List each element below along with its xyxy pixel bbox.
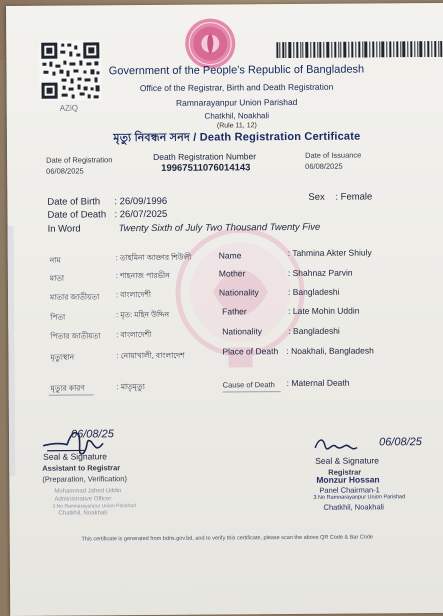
left-signatory-subtitle: (Preparation, Verification)	[42, 474, 127, 484]
rule-reference: (Rule 11, 12)	[216, 122, 257, 130]
bn-label-name: নাম	[49, 255, 61, 265]
left-stamp-location: Chatkhil, Noakhali	[58, 510, 107, 517]
registration-date-label: Date of Registration	[46, 155, 113, 165]
en-value-mother: : Shahnaz Parvin	[287, 267, 353, 279]
bn-label-place-of-death: মৃত্যুস্থান	[50, 352, 75, 362]
left-stamp-name: Mohammad Jahed Uddin	[54, 488, 122, 495]
en-value-father-nationality: : Bangladeshi	[288, 325, 340, 337]
office-title: Office of the Registrar, Birth and Death Registration	[139, 81, 334, 94]
issuance-date-value: 06/08/2025	[305, 161, 343, 171]
registration-date-value: 06/08/2025	[46, 166, 84, 176]
certificate-paper	[6, 3, 443, 616]
bn-value-cause-of-death: : মাতৃমৃত্যু	[116, 382, 145, 392]
en-label-name: Name	[218, 250, 242, 261]
government-seal-icon	[184, 17, 236, 69]
dod-label: Date of Death	[47, 209, 107, 221]
divider	[49, 394, 94, 395]
left-stamp-office: 3 No Ramnarayanpur Union Parishad	[52, 503, 136, 510]
registration-number-label: Death Registration Number	[153, 151, 257, 162]
issuance-date-label: Date of Issuance	[305, 150, 362, 160]
upazila-district: Chatkhil, Noakhali	[204, 111, 270, 121]
en-label-father-nationality: Nationality	[222, 326, 262, 337]
en-label-father: Father	[222, 306, 247, 317]
bn-label-father: পিতা	[50, 312, 66, 322]
bn-label-cause-of-death: মৃত্যুর কারণ	[50, 383, 85, 393]
bn-label-mother-nationality: মাতার জাতীয়তা	[50, 292, 100, 302]
right-signature-date: 06/08/25	[379, 436, 422, 449]
en-value-cause-of-death: : Maternal Death	[286, 377, 350, 389]
registration-number-value: 19967511076014143	[161, 162, 251, 174]
bn-value-father: : মৃত: মহিন উদ্দিন	[116, 309, 170, 320]
in-word-value: Twenty Sixth of July Two Thousand Twenty Five	[118, 221, 321, 235]
government-title: Government of the People’s Republic of Bangladesh	[108, 63, 365, 78]
right-stamp-name: Monzur Hossan	[316, 474, 380, 485]
sex-label: Sex	[308, 191, 325, 203]
paper-edge-shadow	[8, 226, 16, 476]
bn-value-name: : তাহমিনা আক্তার শিউলী	[115, 252, 192, 263]
qr-caption: AZiQ	[59, 103, 78, 113]
right-seal-label: Seal & Signature	[315, 455, 380, 466]
right-signatory-title: Registrar	[328, 467, 362, 477]
left-seal-label: Seal & Signature	[43, 451, 107, 462]
bn-value-mother-nationality: : বাংলাদেশী	[115, 289, 152, 300]
left-signature-date: 06/08/25	[70, 428, 114, 441]
en-label-mother-nationality: Nationality	[218, 287, 259, 298]
dod-value: : 26/07/2025	[114, 208, 168, 221]
en-value-place-of-death: : Noakhali, Bangladesh	[286, 345, 374, 357]
dob-value: : 26/09/1996	[114, 195, 168, 208]
union-parishad: Ramnarayanpur Union Parishad	[175, 96, 298, 108]
en-label-cause-of-death: Cause of Death	[222, 380, 275, 390]
right-stamp-location: Chatkhil, Noakhali	[323, 502, 384, 512]
verification-footer: This certificate is generated from bdris.gov.bd, and to verify this certificate, please scan the above QR Code & Bar Code	[81, 534, 374, 543]
barcode	[276, 41, 442, 58]
right-stamp-office: 3 No Ramnarayanpur Union Parishad	[313, 494, 406, 501]
sex-value: : Female	[335, 191, 373, 203]
en-value-name: : Tahmina Akter Shiuly	[287, 247, 372, 259]
en-label-mother: Mother	[218, 268, 246, 279]
bn-label-mother: মাতা	[49, 273, 65, 283]
divider	[223, 391, 281, 392]
left-stamp-position: Administrative Officer	[54, 496, 112, 503]
certificate-title: মৃত্যু নিবন্ধন সনদ / Death Registration Certificate	[113, 130, 361, 145]
bn-label-father-nationality: পিতার জাতীয়তা	[50, 331, 101, 341]
dob-label: Date of Birth	[47, 196, 101, 208]
en-value-mother-nationality: : Bangladeshi	[287, 286, 340, 298]
en-label-place-of-death: Place of Death	[222, 346, 279, 357]
in-word-label: In Word	[47, 223, 81, 235]
en-value-father: : Late Mohin Uddin	[288, 305, 360, 317]
left-signatory-title: Assistant to Registrar	[42, 463, 121, 473]
bn-value-mother: : শাহনাজ পারভীন	[115, 270, 170, 281]
bn-value-place-of-death: : নোয়াখালী, বাংলাদেশ	[116, 350, 185, 361]
bn-value-father-nationality: : বাংলাদেশী	[116, 329, 152, 340]
right-stamp-position: Panel Chairman-1	[319, 485, 380, 495]
